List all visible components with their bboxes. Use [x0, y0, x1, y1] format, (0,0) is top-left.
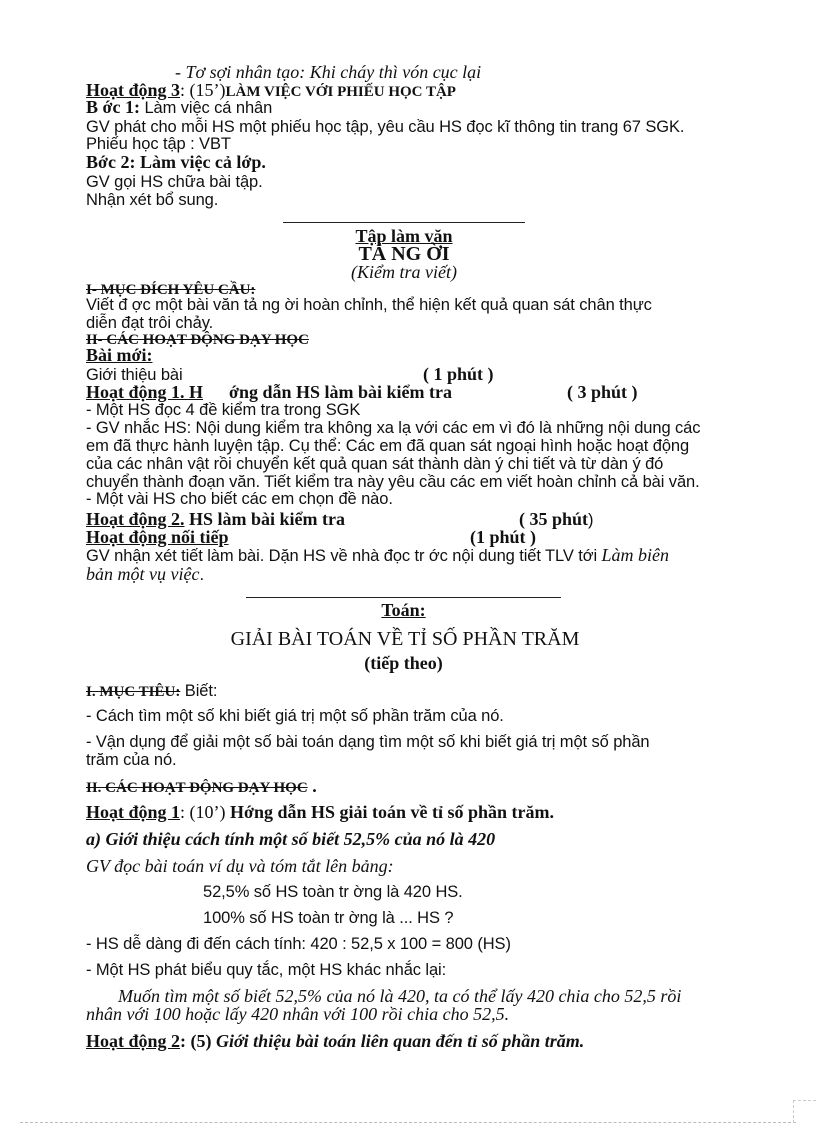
- lesson-subtitle: (tiếp theo): [364, 653, 443, 673]
- text-line: [86, 545, 669, 566]
- text-line: GV gọi HS chữa bài tập.: [86, 173, 263, 191]
- section-heading: I- MỤC ĐÍCH YÊU CẦU:: [86, 282, 256, 298]
- lesson-title: TẢ NG ỜI: [358, 243, 450, 265]
- activity-label: Hoạt động 1. H: [86, 382, 204, 402]
- text-line: trăm của nó.: [86, 751, 177, 769]
- activity-title: Hớng dẫn HS giải toán về tỉ số phần trăm.: [230, 802, 555, 822]
- activity-heading-2: [86, 1031, 584, 1051]
- text-span: GV nhận xét tiết làm bài. Dặn HS về nhà đọc tr ớc nội dung tiết TLV tới: [86, 547, 602, 565]
- step-2-line: Bớc 2: Làm việc cả lớp.: [86, 152, 266, 172]
- text-line: - GV nhắc HS: Nội dung kiểm tra không xa lạ với các em vì đó là những nội dung các: [86, 419, 701, 437]
- example-line: 52,5% số HS toàn tr ờng là 420 HS.: [203, 883, 463, 901]
- activity-time-close: ): [588, 511, 594, 529]
- activities-heading: [86, 776, 317, 798]
- rule-line: nhân với 100 hoặc lấy 420 nhân với 100 rồi chia cho 52,5.: [86, 1004, 510, 1024]
- text-line: GV đọc bài toán ví dụ và tóm tắt lên bảng:: [86, 856, 394, 876]
- text-span: .: [307, 776, 317, 796]
- activity-heading-2: [86, 509, 345, 529]
- text-span: .: [199, 566, 204, 584]
- step-label: B ớc 1:: [86, 97, 140, 117]
- text-line: - Một vài HS cho biết các em chọn đề nào.: [86, 490, 393, 508]
- calculation-line: - HS dễ dàng đi đến cách tính: 420 : 52,5 x 100 = 800 (HS): [86, 935, 511, 953]
- text-span-italic: bản một vụ việc: [86, 564, 200, 584]
- text-span: Biết:: [180, 682, 218, 700]
- activity-label: Hoạt động 1: [86, 802, 181, 822]
- new-lesson-label: Bài mới:: [86, 345, 153, 365]
- text-line: [86, 564, 204, 585]
- step-1-line: [86, 97, 272, 118]
- text-line: Nhận xét bổ sung.: [86, 191, 219, 209]
- activity-title: Giới thiệu bài toán liên quan đến tỉ số phần trăm.: [216, 1031, 585, 1051]
- text-line: - Tơ sợi nhân tạo: Khi cháy thì vón cục lại: [175, 62, 482, 82]
- text-line: - Một HS đọc 4 đề kiểm tra trong SGK: [86, 401, 361, 419]
- activity-heading-closing: Hoạt động nối tiếp: [86, 527, 229, 547]
- text-line: - Cách tìm một số khi biết giá trị một số phần trăm của nó.: [86, 707, 504, 725]
- subsection-title: a) Giới thiệu cách tính một số biết 52,5% của nó là 420: [86, 829, 496, 849]
- step-text: Làm việc cá nhân: [139, 99, 273, 117]
- activity-label: Hoạt động 2: [86, 1031, 181, 1051]
- text-line: - Một HS phát biểu quy tắc, một HS khác nhắc lại:: [86, 961, 447, 979]
- activity-heading-1: [86, 382, 452, 402]
- subject-title: Toán:: [381, 600, 426, 620]
- section-heading: II- CÁC HOẠT ĐỘNG DẠY HỌC: [86, 332, 309, 348]
- activity-title: ớng dẫn HS làm bài kiểm tra: [229, 382, 453, 402]
- text-span-italic: Làm biên: [601, 545, 670, 565]
- text-line: GV phát cho mỗi HS một phiếu học tập, yêu cầu HS đọc kĩ thông tin trang 67 SGK.: [86, 118, 685, 136]
- rule-line: Muốn tìm một số biết 52,5% của nó là 420, ta có thể lấy 420 chia cho 52,5 rồi: [118, 986, 682, 1006]
- example-line: 100% số HS toàn tr ờng là ... HS ?: [203, 909, 454, 927]
- section-heading: I. MỤC TIÊU:: [86, 684, 181, 700]
- activity-time: (1 phút ): [470, 527, 537, 547]
- activity-time-value: ( 35 phút: [519, 509, 589, 529]
- lesson-subtitle: (Kiểm tra viết): [351, 262, 457, 282]
- text-line: chuyển thành đoạn văn. Tiết kiểm tra này yêu cầu các em viết hoàn chỉnh cả bài văn.: [86, 473, 700, 491]
- intro-time: ( 1 phút ): [423, 364, 494, 384]
- activity-time: : (10’): [180, 802, 231, 822]
- objectives-heading: [86, 680, 217, 702]
- section-divider: [246, 597, 561, 598]
- section-divider: [283, 222, 525, 223]
- lesson-title: GIẢI BÀI TOÁN VỀ TỈ SỐ PHẦN TRĂM: [230, 628, 580, 650]
- activity-heading-1: [86, 802, 554, 822]
- activity-time: ( 3 phút ): [567, 382, 638, 402]
- subject-title: Tập làm văn: [355, 226, 453, 246]
- text-line: diễn đạt trôi chảy.: [86, 314, 214, 332]
- section-heading: II. CÁC HOẠT ĐỘNG DẠY HỌC: [86, 780, 308, 796]
- activity-time: : (5): [180, 1031, 217, 1051]
- text-line: Phiếu học tập : VBT: [86, 135, 231, 153]
- text-line: em đã thực hành luyện tập. Cụ thể: Các em đã quan sát ngoại hình hoặc hoạt động: [86, 437, 690, 455]
- text-line: của các nhân vật rồi chuyển kết quả quan sát thành dàn ý chi tiết và từ dàn ý đó: [86, 455, 664, 473]
- page-corner-mark: [793, 1100, 816, 1123]
- activity-title: LÀM VIỆC VỚI PHIẾU HỌC TẬP: [225, 84, 456, 100]
- activity-title: HS làm bài kiểm tra: [184, 509, 346, 529]
- activity-label: Hoạt động 3: [86, 80, 181, 100]
- text-line: - Vận dụng để giải một số bài toán dạng tìm một số khi biết giá trị một số phần: [86, 733, 650, 751]
- activity-time: : (15’): [180, 80, 226, 100]
- activity-label: Hoạt động 2.: [86, 509, 185, 529]
- text-line: Viết đ ợc một bài văn tả ng ời hoàn chỉnh, thể hiện kết quả quan sát chân thực: [86, 296, 652, 314]
- intro-label: Giới thiệu bài: [86, 366, 183, 384]
